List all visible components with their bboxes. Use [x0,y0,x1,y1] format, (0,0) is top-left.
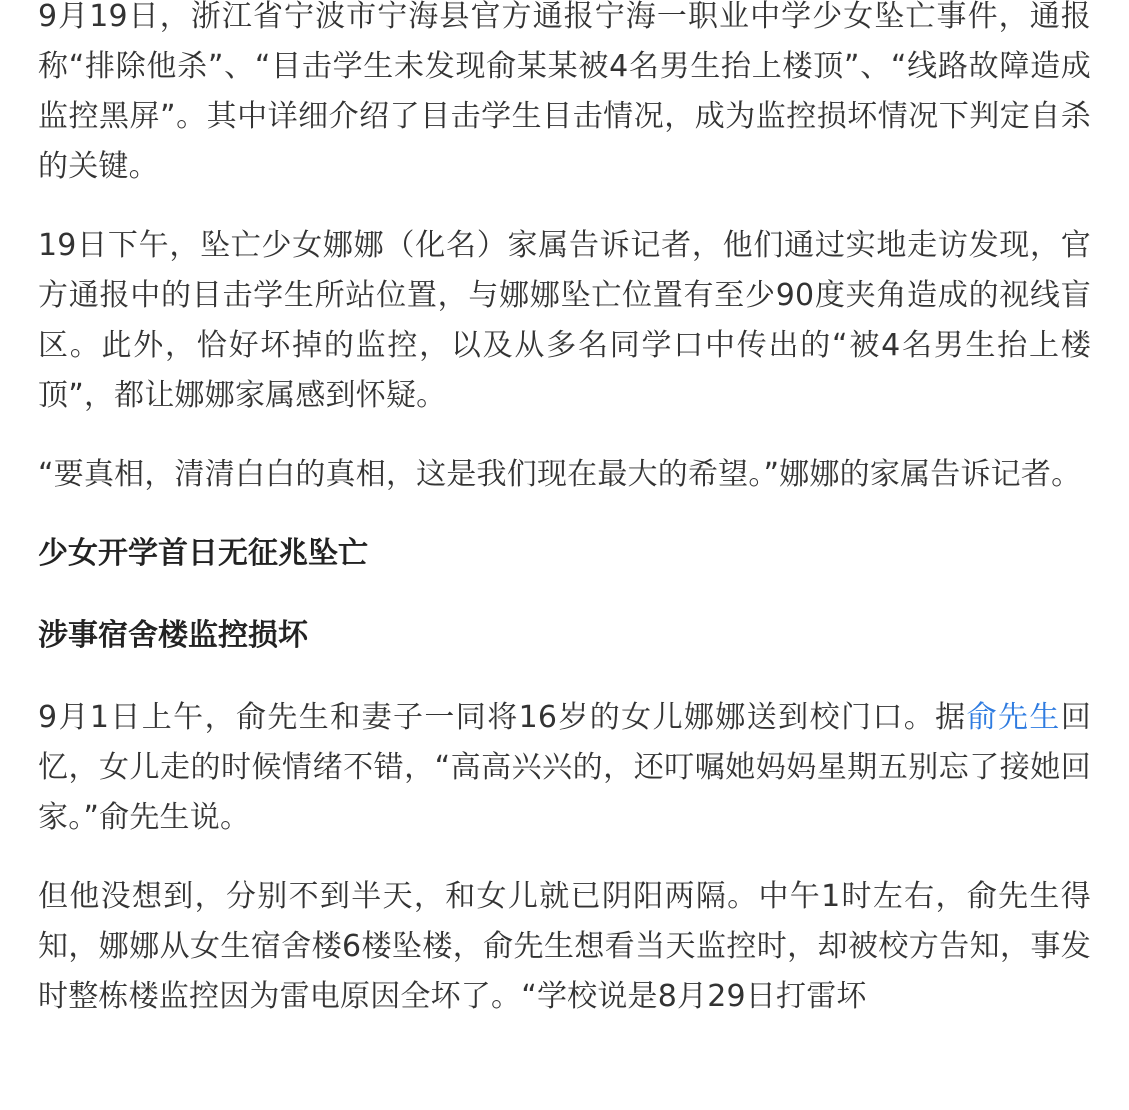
section-heading-2: 涉事宿舍楼监控损坏 [38,618,308,653]
article-paragraph-2: 19日下午，坠亡少女娜娜（化名）家属告诉记者，他们通过实地走访发现，官方通报中的目击学生所站位置，与娜娜坠亡位置有至少90度夹角造成的视线盲区。此外，恰好坏掉的监控，以及从多名同学口中传出的“被4名男生抬上楼顶”，都让娜娜家属感到怀疑。 [38,228,1091,413]
paragraph-4-text-after: 回忆，女儿走的时候情绪不错，“高高兴兴的，还叮嘱她妈妈星期五别忘了接她回家。”俞先生说。 [38,700,1092,835]
article-paragraph-3: “要真相，清清白白的真相，这是我们现在最大的希望。”娜娜的家属告诉记者。 [38,457,1082,492]
paragraph-4-text-before: 9月1日上午，俞先生和妻子一同将16岁的女儿娜娜送到校门口。据 [38,700,967,735]
article-paragraph-5: 但他没想到，分别不到半天，和女儿就已阴阳两隔。中午1时左右，俞先生得知，娜娜从女生宿舍楼6楼坠楼，俞先生想看当天监控时，却被校方告知，事发时整栋楼监控因为雷电原因全坏了。“学校说是8月29日打雷坏 [38,879,1091,1014]
article-paragraph-1: 9月19日，浙江省宁波市宁海县官方通报宁海一职业中学少女坠亡事件，通报称“排除他杀”、“目击学生未发现俞某某被4名男生抬上楼顶”、“线路故障造成监控黑屏”。其中详细介绍了目击学生目击情况，成为监控损坏情况下判定自杀的关键。 [38,0,1091,184]
section-heading-1: 少女开学首日无征兆坠亡 [38,536,368,571]
article-paragraph-4 [38,693,1091,843]
person-link[interactable]: 俞先生 [966,700,1061,735]
